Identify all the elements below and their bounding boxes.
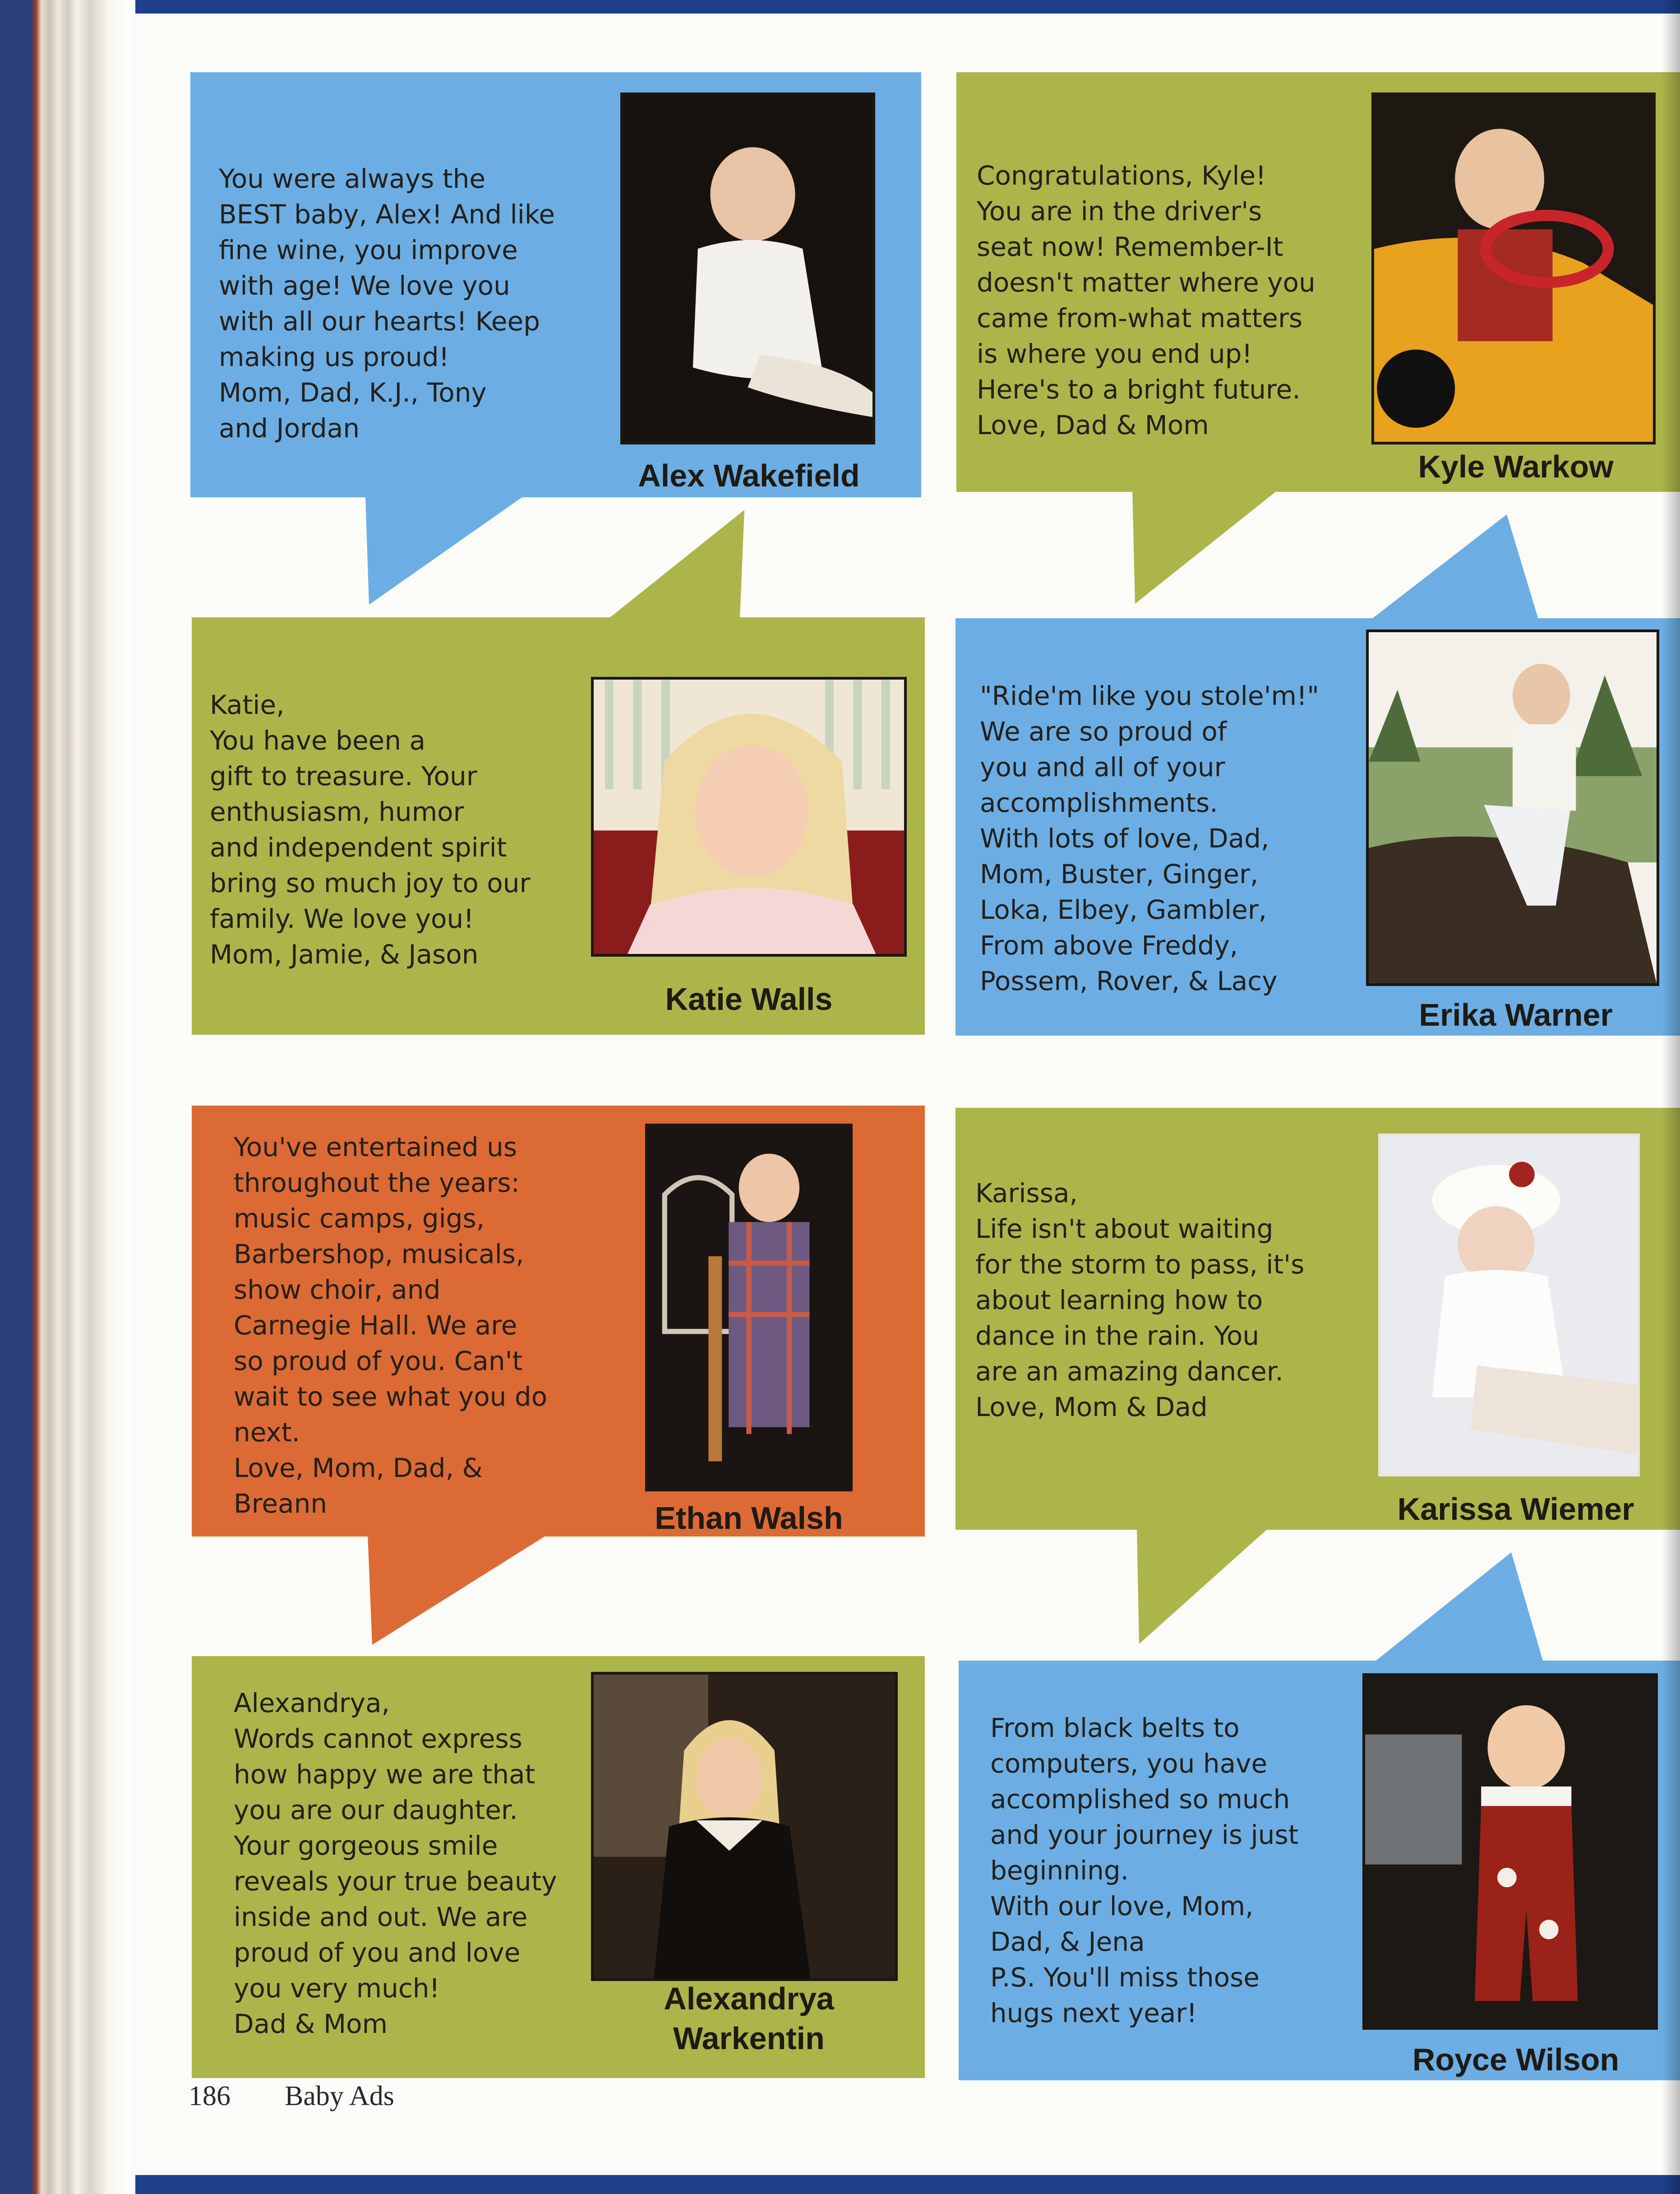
ad-message: Alexandrya, Words cannot express how happy we are that you are our daughter. Your gorgeous smile reveals your true beauty inside and out. We are proud of you and love you very much! Dad & Mom	[234, 1688, 557, 2039]
student-name: Katie Walls	[665, 981, 833, 1017]
speech-tail	[368, 1534, 557, 1647]
ad-message: Congratulations, Kyle! You are in the driver's seat now! Remember-It doesn't matter where you came from-what matters is where you end up! Here's to a bright future. Love, Dad & Mom	[977, 160, 1315, 440]
girl-in-velvet-dress-photo	[591, 1672, 898, 1981]
speech-tail	[609, 510, 753, 618]
ad-message: From black belts to computers, you have accomplished so much and your journey is just beginning. With our love, Mom, Dad, & Jena P.S. You'll miss those hugs next year!	[990, 1713, 1299, 2028]
ad-message: "Ride'm like you stole'm!" We are so proud of you and all of your accomplishments. With lots of love, Dad, Mom, Buster, Ginger, Loka, Elbey, Gambler, From above Freddy, Possem, Rover, & Lacy	[980, 680, 1319, 996]
ad-message: Katie, You have been a gift to treasure. Your enthusiasm, humor and independent spirit bring so much joy to our family. We love you! Mom, Jamie, & Jason	[210, 690, 531, 970]
speech-tail	[1137, 1529, 1272, 1645]
baby-in-white-hat-photo	[1378, 1134, 1640, 1477]
student-name: Erika Warner	[1419, 997, 1613, 1032]
student-name: Royce Wilson	[1412, 2042, 1620, 2077]
page-gutter-shadow	[1662, 0, 1680, 2194]
ad-message: Karissa, Life isn't about waiting for the storm to pass, it's about learning how to dance in the rain. You are an amazing dancer. Love, Mom & Dad	[975, 1178, 1305, 1422]
student-name-line: Alexandrya	[664, 1981, 834, 2016]
section-title: Baby Ads	[285, 2081, 394, 2111]
student-name	[591, 1979, 907, 2058]
speech-tail	[1123, 491, 1286, 608]
baby-in-toy-car-photo	[1371, 93, 1656, 444]
ad-message: You were always the BEST baby, Alex! And like fine wine, you improve with age! We love you with all our hearts! Keep making us proud! Mom, Dad, K.J., Tony and Jordan	[219, 163, 555, 444]
book-page-edge	[0, 0, 135, 2194]
student-name: Ethan Walsh	[655, 1500, 843, 1536]
toddler-girl-photo	[591, 677, 907, 957]
toddler-in-red-overalls-photo	[1362, 1673, 1658, 2030]
student-name: Karissa Wiemer	[1397, 1491, 1634, 1527]
student-name-line: Warkentin	[673, 2021, 825, 2056]
ad-message: You've entertained us throughout the years: music camps, gigs, Barbershop, musicals, show choir, and Carnegie Hall. We are so proud of you. Can't wait to see what you do next. Love, Mom, Dad, & Breann	[234, 1132, 548, 1519]
child-on-horse-photo	[1366, 630, 1659, 986]
student-name: Alex Wakefield	[638, 458, 860, 493]
toddler-with-microphone-photo	[645, 1124, 853, 1491]
speech-tail	[361, 496, 541, 609]
baby-photo	[620, 93, 875, 444]
page-footer	[189, 2080, 448, 2112]
page-number: 186	[189, 2081, 231, 2111]
speech-tail	[1376, 1552, 1547, 1662]
student-name: Kyle Warkow	[1418, 449, 1614, 484]
speech-tail	[1371, 514, 1543, 620]
